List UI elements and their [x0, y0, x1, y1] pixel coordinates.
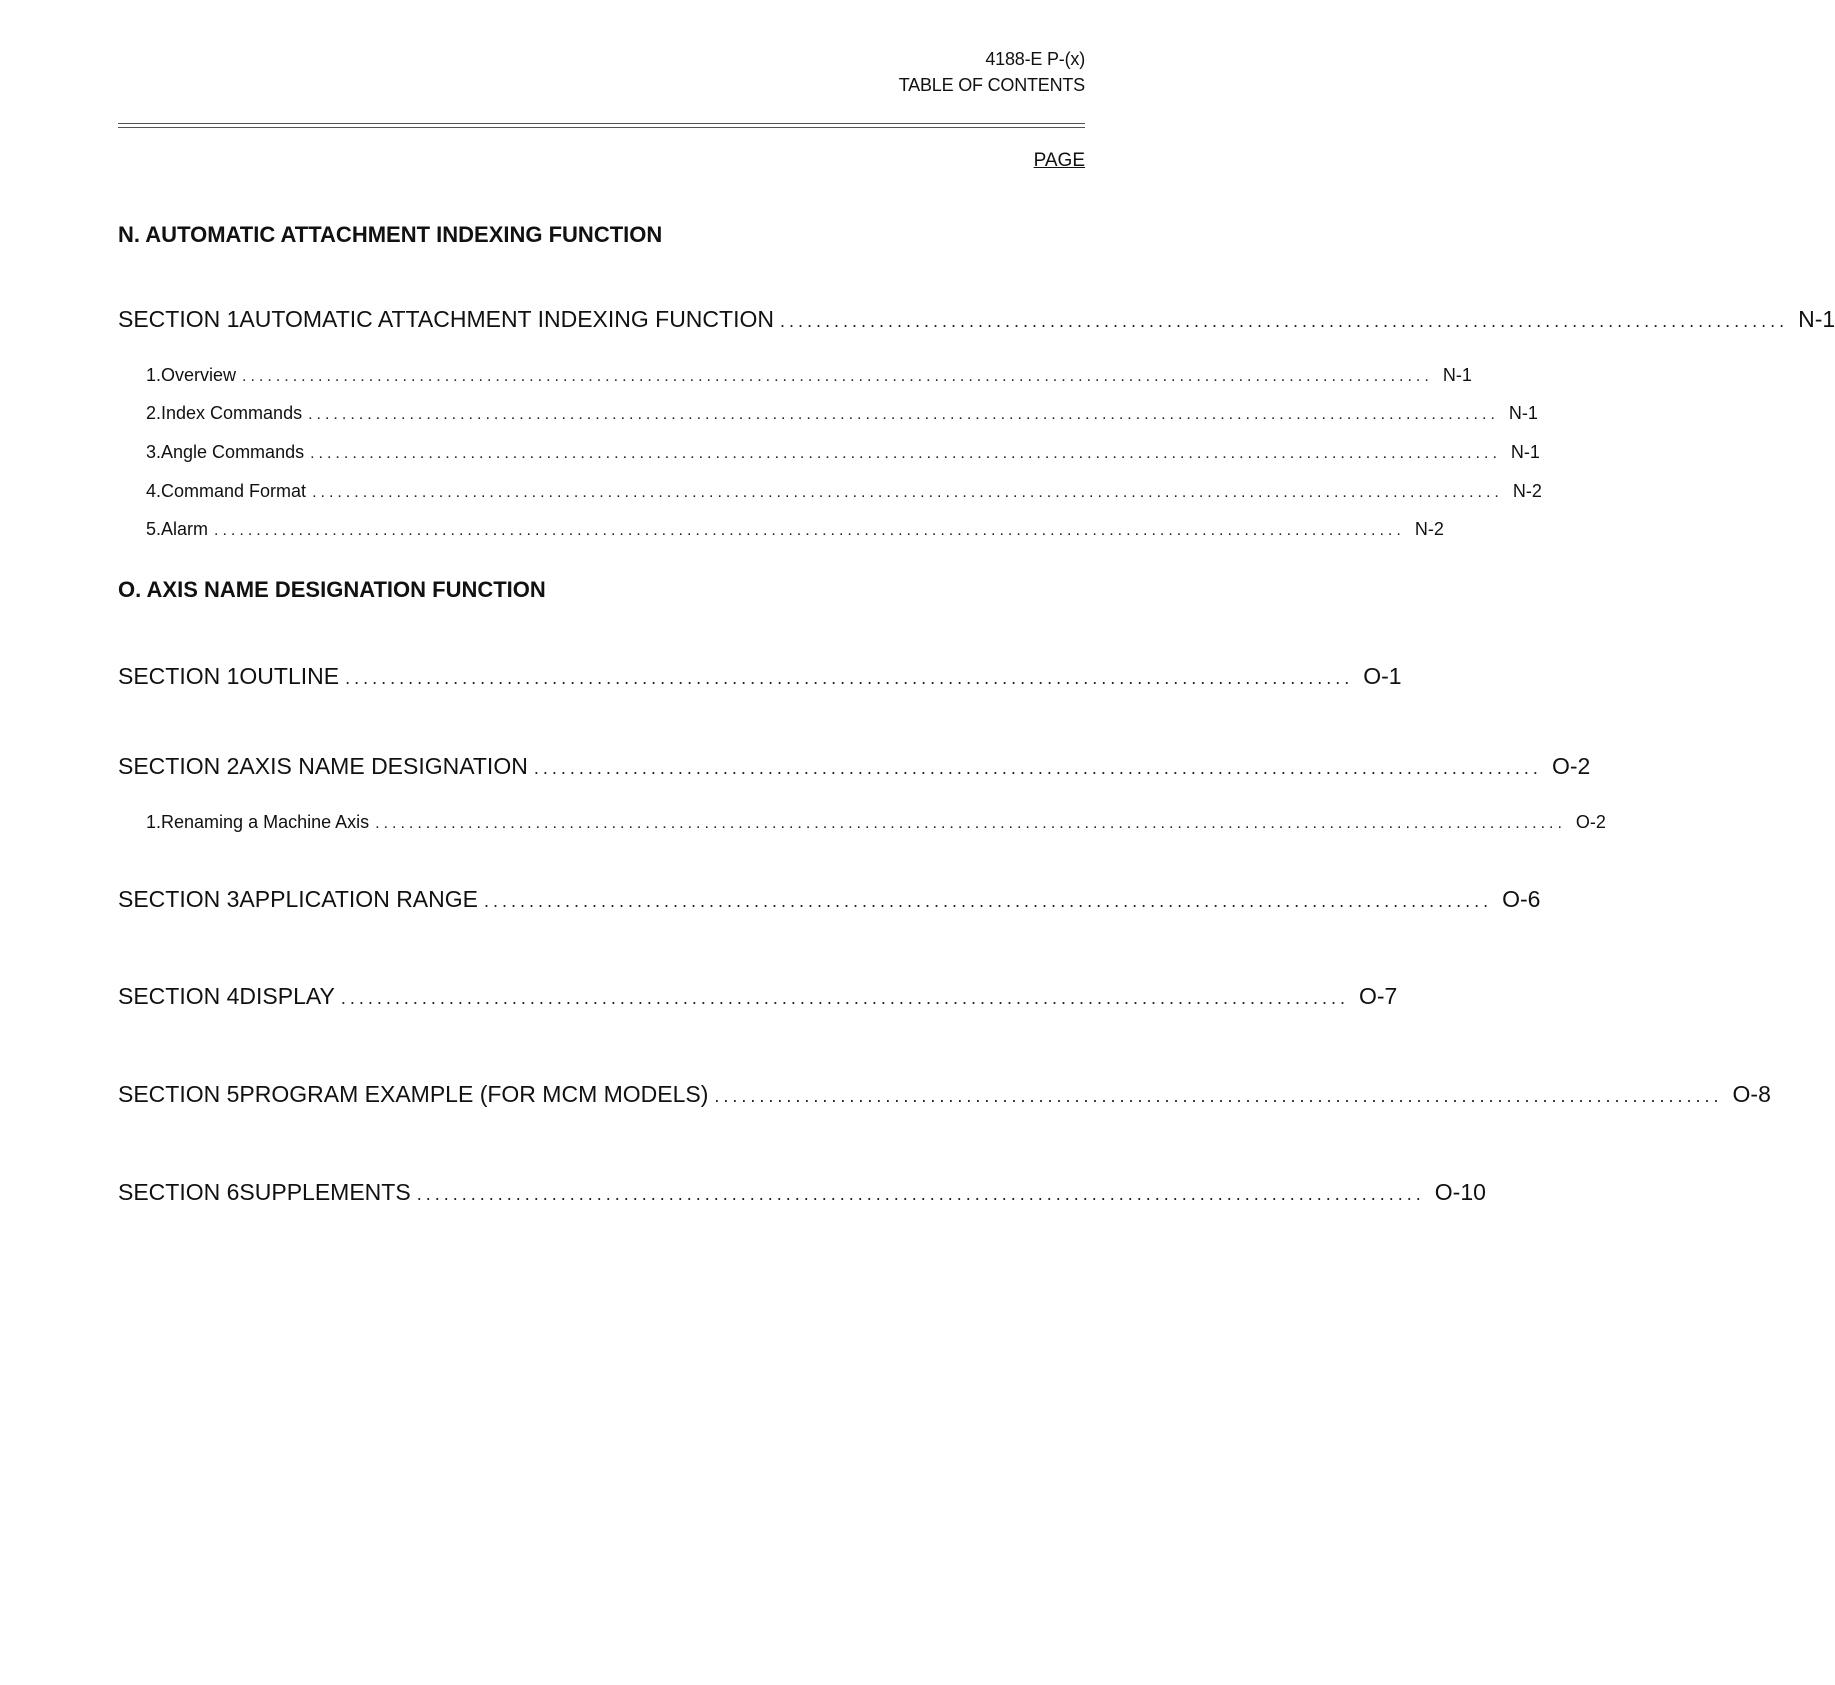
page-number: O-7: [1358, 983, 1398, 1009]
page-number: O-2: [1551, 753, 1591, 779]
page-number: O-6: [1502, 886, 1541, 912]
document-code: 4188-E P-(x): [985, 49, 1085, 69]
section-title: SUPPLEMENTS: [239, 1179, 411, 1205]
dot-leader: .............................................................................................................................................: [310, 445, 1501, 462]
section-title: AUTOMATIC ATTACHMENT INDEXING FUNCTION: [239, 306, 774, 332]
toc-section-row[interactable]: [118, 663, 1402, 690]
dot-leader: .............................................................................................................................................: [375, 815, 1566, 832]
part-title-o: O. AXIS NAME DESIGNATION FUNCTION: [118, 577, 546, 602]
section-number: SECTION 3: [118, 886, 240, 912]
page-number: N-2: [1512, 481, 1542, 501]
dot-leader: .............................................................................................................................................: [312, 484, 1503, 501]
toc-item-row[interactable]: [118, 403, 1538, 424]
item-title: Command Format: [161, 481, 307, 501]
page-number: N-1: [1798, 306, 1835, 332]
document-title: TABLE OF CONTENTS: [898, 75, 1085, 95]
item-title: Renaming a Machine Axis: [161, 812, 370, 832]
toc-section-row[interactable]: [118, 1179, 1486, 1206]
section-number: SECTION 2: [118, 753, 240, 779]
dot-leader: .............................................................................................................................................: [308, 406, 1499, 423]
section-title: AXIS NAME DESIGNATION: [239, 753, 528, 779]
part-title-n: N. AUTOMATIC ATTACHMENT INDEXING FUNCTION: [118, 222, 663, 247]
toc-item-row[interactable]: [118, 365, 1472, 386]
item-number: 2.: [146, 403, 162, 423]
toc-section-row[interactable]: [118, 306, 1835, 333]
item-title: Alarm: [161, 519, 209, 539]
item-number: 3.: [146, 442, 162, 462]
section-title: PROGRAM EXAMPLE (FOR MCM MODELS): [239, 1081, 709, 1107]
item-number: 4.: [146, 481, 162, 501]
toc-section-row[interactable]: [118, 1081, 1771, 1108]
section-title: DISPLAY: [239, 983, 335, 1009]
section-title: APPLICATION RANGE: [239, 886, 478, 912]
page-number: O-2: [1575, 812, 1606, 832]
page-number: O-10: [1434, 1179, 1486, 1205]
item-number: 1.: [146, 812, 162, 832]
header-rule: [118, 123, 1085, 124]
dot-leader: .............................................................................................................................................: [242, 368, 1433, 385]
dot-leader: ................................................................................................................: [340, 988, 1349, 1008]
header-rule-secondary: [118, 127, 1085, 128]
page-number: O-8: [1732, 1081, 1771, 1107]
dot-leader: ................................................................................................................: [714, 1086, 1723, 1106]
toc-item-row[interactable]: [118, 442, 1540, 463]
page-number: N-1: [1508, 403, 1538, 423]
section-title: OUTLINE: [239, 663, 340, 689]
page-column-label: PAGE: [1033, 150, 1085, 171]
item-title: Overview: [161, 365, 237, 385]
page-number: N-1: [1442, 365, 1472, 385]
item-number: 1.: [146, 365, 162, 385]
section-number: SECTION 6: [118, 1179, 240, 1205]
page-number: N-2: [1414, 519, 1444, 539]
dot-leader: .............................................................................................................................................: [214, 522, 1405, 539]
page-header: [899, 46, 1085, 98]
item-title: Index Commands: [161, 403, 303, 423]
page-number: O-1: [1363, 663, 1402, 689]
item-title: Angle Commands: [161, 442, 305, 462]
toc-item-row[interactable]: [118, 812, 1606, 833]
section-number: SECTION 1: [118, 663, 240, 689]
page-number: N-1: [1510, 442, 1540, 462]
dot-leader: ................................................................................................................: [533, 758, 1542, 778]
dot-leader: ................................................................................................................: [345, 668, 1354, 688]
section-number: SECTION 5: [118, 1081, 240, 1107]
toc-section-row[interactable]: [118, 886, 1541, 913]
toc-item-row[interactable]: [118, 481, 1542, 502]
toc-section-row[interactable]: [118, 983, 1398, 1010]
dot-leader: ................................................................................................................: [416, 1184, 1425, 1204]
item-number: 5.: [146, 519, 162, 539]
section-number: SECTION 4: [118, 983, 240, 1009]
dot-leader: ................................................................................................................: [484, 891, 1493, 911]
toc-item-row[interactable]: [118, 519, 1444, 540]
section-number: SECTION 1: [118, 306, 240, 332]
dot-leader: ................................................................................................................: [779, 311, 1789, 331]
toc-section-row[interactable]: [118, 753, 1591, 780]
